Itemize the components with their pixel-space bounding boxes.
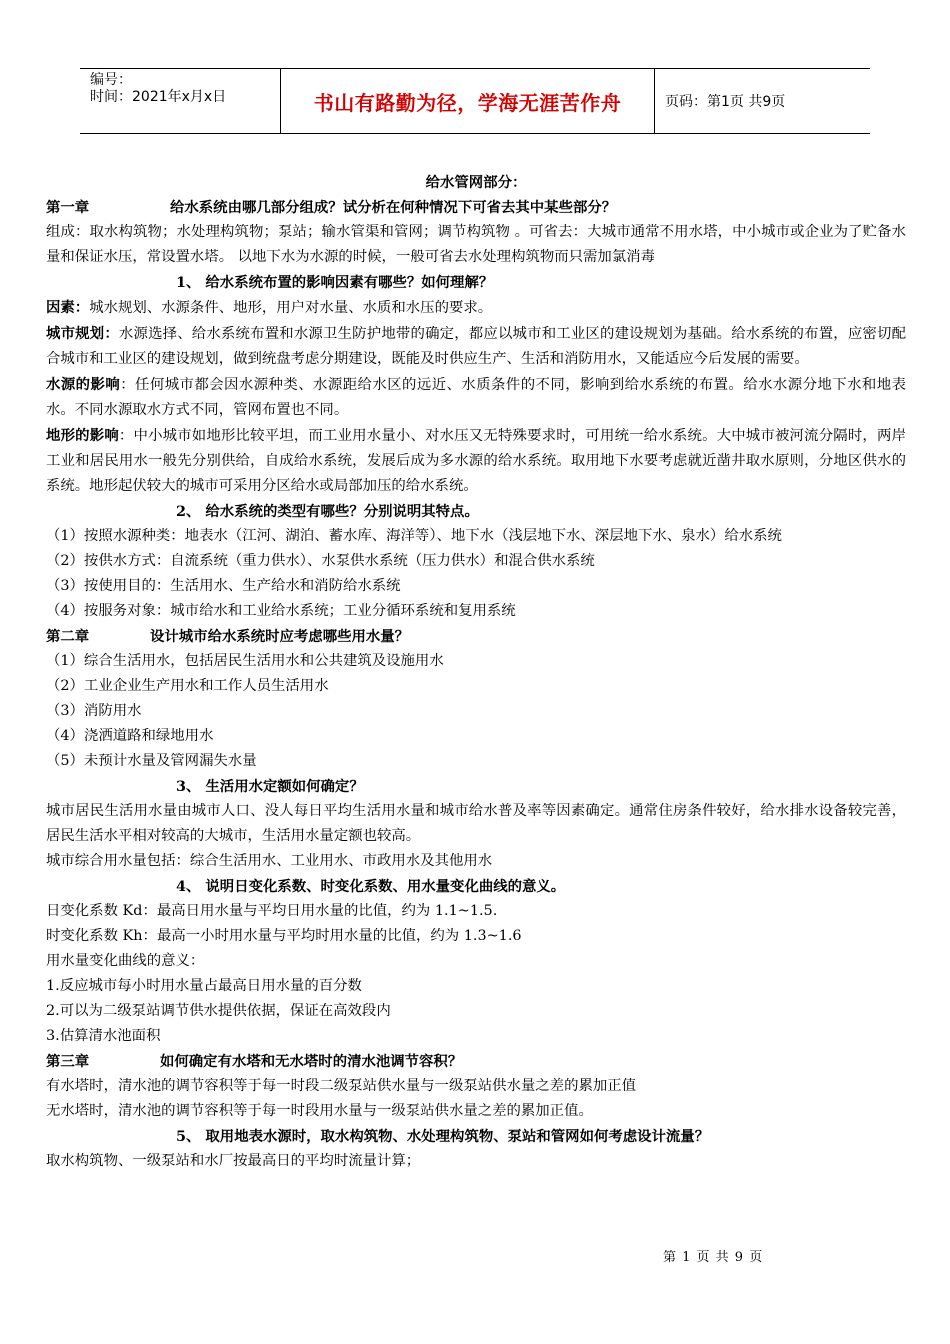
header-page-info: 页码：第1页 共9页 <box>665 94 786 110</box>
question-2: 2、 给水系统的类型有哪些？分别说明其特点。 <box>176 503 479 520</box>
header-motto: 书山有路勤为径，学海无涯苦作舟 <box>281 69 655 133</box>
list-item: （2）工业企业生产用水和工作人员生活用水 <box>46 678 329 694</box>
chapter-1-question: 给水系统由哪几部分组成？试分析在何种情况下可省去其中某些部分？ <box>170 199 617 216</box>
list-item: 2.可以为二级泵站调节供水提供依据，保证在高效段内 <box>46 1003 391 1019</box>
list-item: 用水量变化曲线的意义： <box>46 953 205 969</box>
city-planning-paragraph <box>46 321 906 372</box>
list-item: 无水塔时，清水池的调节容积等于每一时段用水量与一级泵站供水量之差的累加正值。 <box>46 1103 593 1119</box>
question-1: 1、 给水系统布置的影响因素有哪些？如何理解？ <box>176 274 494 291</box>
chapter-2-question: 设计城市给水系统时应考虑哪些用水量？ <box>150 628 410 645</box>
list-item: （4）按服务对象：城市给水和工业给水系统；工业分循环系统和复用系统 <box>46 603 516 619</box>
doc-title: 给水管网部分： <box>425 174 527 191</box>
factors-text: 城水规划、水源条件、地形，用户对水量、水质和水压的要求。 <box>89 300 493 316</box>
city-planning-label: 城市规划： <box>46 325 119 342</box>
chapter-1-heading <box>46 195 906 220</box>
factors-paragraph <box>46 295 906 321</box>
terrain-text: ：中小城市如地形比较平坦，而工业用水量小、对水压又无特殊要求时，可用统一给水系统。大中城市被河流分隔时，两岸工业和居民用水一般先分别供给，自成给水系统，发展后成为多水源的给水系统。取用地下水要考虑就近凿井取水原则，分地区供水的系统。地形起伏较大的城市可采用分区给水或局部加压的给水系统。 <box>46 428 906 494</box>
chapter-3-heading <box>46 1049 906 1074</box>
list-item: （5）未预计水量及管网漏失水量 <box>46 753 257 769</box>
list-item: 3.估算清水池面积 <box>46 1028 161 1044</box>
header-meta <box>80 69 281 133</box>
chapter-2-number: 第二章 <box>46 628 90 645</box>
list-item: （3）消防用水 <box>46 703 142 719</box>
list-item: （1）综合生活用水，包括居民生活用水和公共建筑及设施用水 <box>46 653 444 669</box>
chapter-2-heading <box>46 624 906 649</box>
list-item: （1）按照水源种类：地表水（江河、湖泊、蓄水库、海洋等）、地下水（浅层地下水、深层地下水、泉水）给水系统 <box>46 528 782 544</box>
question-3-answer-2: 城市综合用水量包括：综合生活用水、工业用水、市政用水及其他用水 <box>46 853 493 869</box>
water-source-paragraph <box>46 372 906 423</box>
list-item: 时变化系数 Kh：最高一小时用水量与平均时用水量的比值，约为 1.3~1.6 <box>46 928 522 944</box>
chapter-1-answer: 组成：取水构筑物；水处理构筑物；泵站；输水管渠和管网；调节构筑物 。可省去：大城市通常不用水塔，中小城市或企业为了贮备水量和保证水压，常设置水塔。 以地下水为水源的时候，一般可省去水处理构筑物而只需加氯消毒 <box>46 224 906 265</box>
question-4: 4、 说明日变化系数、时变化系数、用水量变化曲线的意义。 <box>176 878 566 895</box>
chapter-1-number: 第一章 <box>46 199 90 216</box>
factors-label: 因素： <box>46 299 90 316</box>
list-item: 有水塔时，清水池的调节容积等于每一时段二级泵站供水量与一级泵站供水量之差的累加正值 <box>46 1078 637 1094</box>
list-item: 1.反应城市每小时用水量占最高日用水量的百分数 <box>46 978 362 994</box>
list-item: （4）浇洒道路和绿地用水 <box>46 728 214 744</box>
chapter-3-question: 如何确定有水塔和无水塔时的清水池调节容积？ <box>160 1053 463 1070</box>
terrain-label: 地形的影响 <box>46 427 119 444</box>
time-label: 时间：2021年x月x日 <box>90 89 227 105</box>
chapter-3-number: 第三章 <box>46 1053 90 1070</box>
code-label: 编号： <box>90 72 132 88</box>
list-item: （3）按使用目的：生活用水、生产给水和消防给水系统 <box>46 578 401 594</box>
water-source-text: ：任何城市都会因水源种类、水源距给水区的远近、水质条件的不同，影响到给水系统的布置。给水水源分地下水和地表水。不同水源取水方式不同，管网布置也不同。 <box>46 377 906 418</box>
terrain-paragraph <box>46 423 906 499</box>
city-planning-text: 水源选择、给水系统布置和水源卫生防护地带的确定，都应以城市和工业区的建设规划为基础。给水系统的布置，应密切配合城市和工业区的建设规划，做到统盘考虑分期建设，既能及时供应生产、生活和消防用水，又能适应今后发展的需要。 <box>46 326 906 367</box>
list-item: 日变化系数 Kd：最高日用水量与平均日用水量的比值，约为 1.1~1.5. <box>46 903 498 919</box>
document-body <box>46 170 906 1174</box>
water-source-label: 水源的影响 <box>46 376 121 393</box>
question-3-answer-1: 城市居民生活用水量由城市人口、没人每日平均生活用水量和城市给水普及率等因素确定。通常住房条件较好，给水排水设备较完善，居民生活水平相对较高的大城市，生活用水量定额也较高。 <box>46 803 906 844</box>
question-5-answer: 取水构筑物、一级泵站和水厂按最高日的平均时流量计算； <box>46 1153 421 1169</box>
page-footer: 第 1 页 共 9 页 <box>663 1250 764 1265</box>
question-3: 3、 生活用水定额如何确定？ <box>176 778 364 795</box>
page-header <box>80 68 870 134</box>
question-5: 5、 取用地表水源时，取水构筑物、水处理构筑物、泵站和管网如何考虑设计流量？ <box>176 1128 710 1145</box>
list-item: （2）按供水方式：自流系统（重力供水）、水泵供水系统（压力供水）和混合供水系统 <box>46 553 595 569</box>
